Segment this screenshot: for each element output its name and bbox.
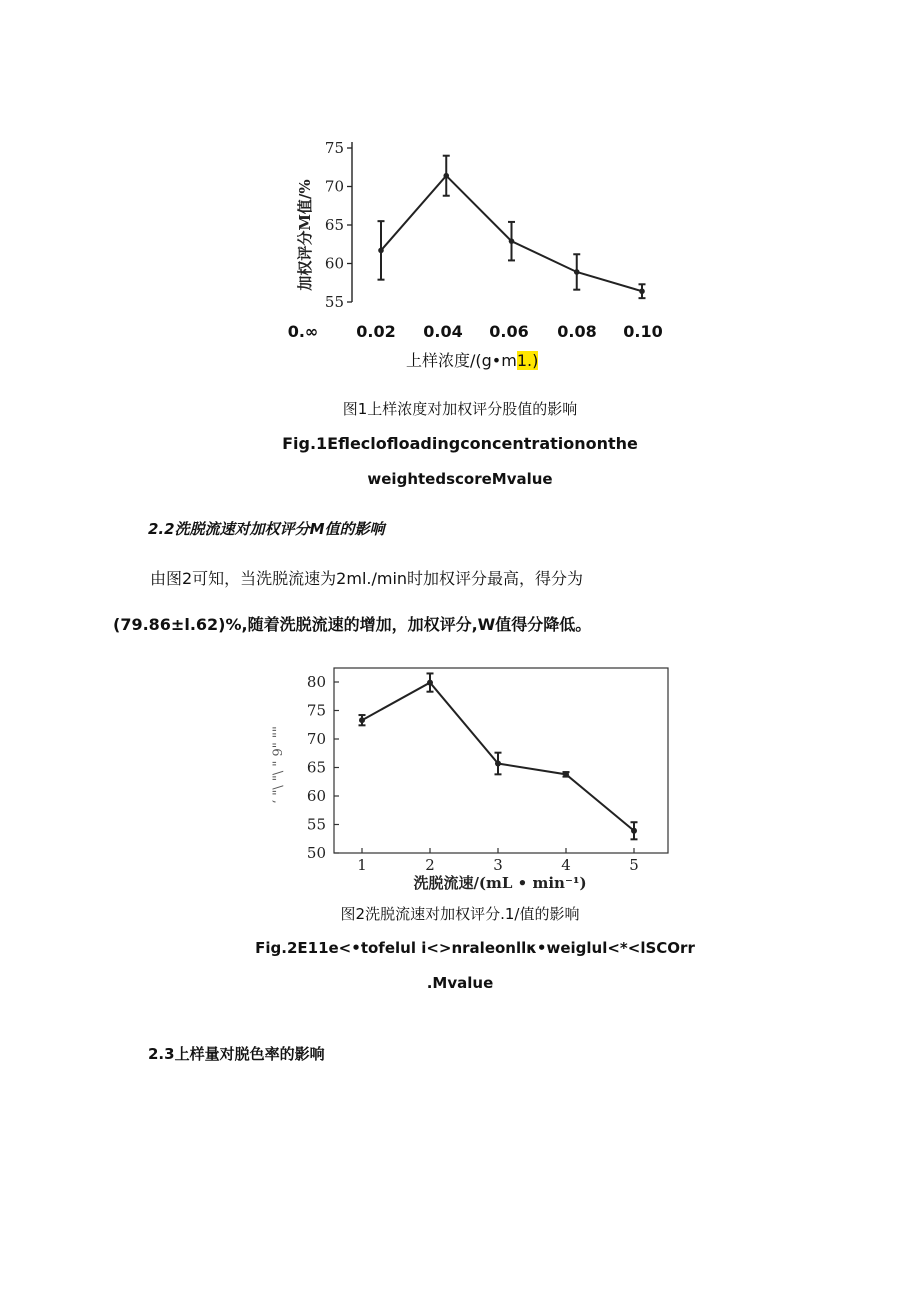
figure2-y-label: ‘ "\ "\ " 9" "" xyxy=(271,726,286,804)
figure1-x-tick-label: 0.06 xyxy=(489,322,529,341)
figure1-caption-en-line2: weightedscoreMvalue xyxy=(367,470,553,488)
figure1-y-tick-label: 70 xyxy=(324,177,344,196)
figure2-x-label: 洗脱流速/(mL • min⁻¹) xyxy=(413,874,587,892)
figure1-x-tick-label: 0.02 xyxy=(356,322,396,341)
figure2-data-point xyxy=(563,771,569,777)
figure1-x-label-text: 上样浓度/(g•m xyxy=(406,351,517,370)
figure1-y-label: 加权评分M值/% xyxy=(296,179,314,291)
figure1-y-tick-label: 60 xyxy=(324,254,344,273)
figure1-data-point xyxy=(639,288,645,294)
figure2-data-point xyxy=(359,717,365,723)
figure1-y-tick-label: 55 xyxy=(324,293,344,311)
section-2-2-paragraph-line2: (79.86±l.62)%,随着洗脱流速的增加，加权评分,W值得分降低。 xyxy=(113,615,592,634)
section-2-2-heading: 2.2洗脱流速对加权评分M值的影响 xyxy=(148,520,385,538)
figure1-data-point xyxy=(574,269,580,275)
figure1-x-label xyxy=(406,348,538,371)
figure1-x-tick-label: 0.04 xyxy=(423,322,463,341)
section-2-2-paragraph-line1: 由图2可知，当洗脱流速为2ml./min时加权评分最高，得分为 xyxy=(150,569,584,588)
figure2-y-tick-label: 75 xyxy=(306,701,326,720)
figure2-x-tick-label: 4 xyxy=(561,856,571,874)
figure2-x-tick-label: 2 xyxy=(425,856,435,874)
figure2-data-point xyxy=(495,761,501,767)
section-2-3-heading: 2.3上样量对脱色率的影响 xyxy=(148,1045,325,1063)
figure1-data-point xyxy=(378,248,384,254)
figure2-caption-cn: 图2洗脱流速对加权评分.1/值的影响 xyxy=(340,905,580,923)
figure1-data-point xyxy=(509,238,515,244)
figure2-y-tick-label: 50 xyxy=(306,844,326,862)
figure1-y-tick-label: 75 xyxy=(324,139,344,157)
figure1-x-tick-label: 0.10 xyxy=(623,322,663,341)
figure2-caption-en-line2: .Mvalue xyxy=(426,974,494,992)
figure2-y-tick-label: 70 xyxy=(306,730,326,748)
figure2-x-tick-label: 1 xyxy=(357,856,367,874)
figure2-y-tick-label: 80 xyxy=(306,673,326,691)
figure1-caption-cn: 图1上样浓度对加权评分股值的影响 xyxy=(342,400,578,418)
figure2-data-point xyxy=(631,828,637,834)
figure1-caption-en-line1: Fig.1Efleclofloadingconcentrationonthe xyxy=(282,434,638,453)
figure1-data-point xyxy=(443,173,449,179)
figure2-x-tick-label: 5 xyxy=(629,856,639,874)
figure2-y-tick-label: 55 xyxy=(306,815,326,834)
figure2-y-tick-label: 65 xyxy=(306,758,326,777)
figure2-frame xyxy=(334,668,668,853)
figure2-x-tick-label: 3 xyxy=(493,856,503,874)
figure2-caption-en-line1: Fig.2E11e<•tofelul i<>nraleonllκ•weiglul<*<lSCOrr xyxy=(255,939,695,957)
figure2-chart xyxy=(270,660,680,895)
figure1-chart xyxy=(280,130,680,350)
figure2-y-tick-label: 60 xyxy=(306,787,326,805)
figure1-y-tick-label: 65 xyxy=(324,216,344,234)
figure1-x-tick-label: 0.08 xyxy=(557,322,597,341)
figure1-x-label-highlight: 1.) xyxy=(516,351,539,370)
figure2-data-point xyxy=(427,680,433,686)
figure1-x-tick-label: 0.∞ xyxy=(287,322,319,341)
